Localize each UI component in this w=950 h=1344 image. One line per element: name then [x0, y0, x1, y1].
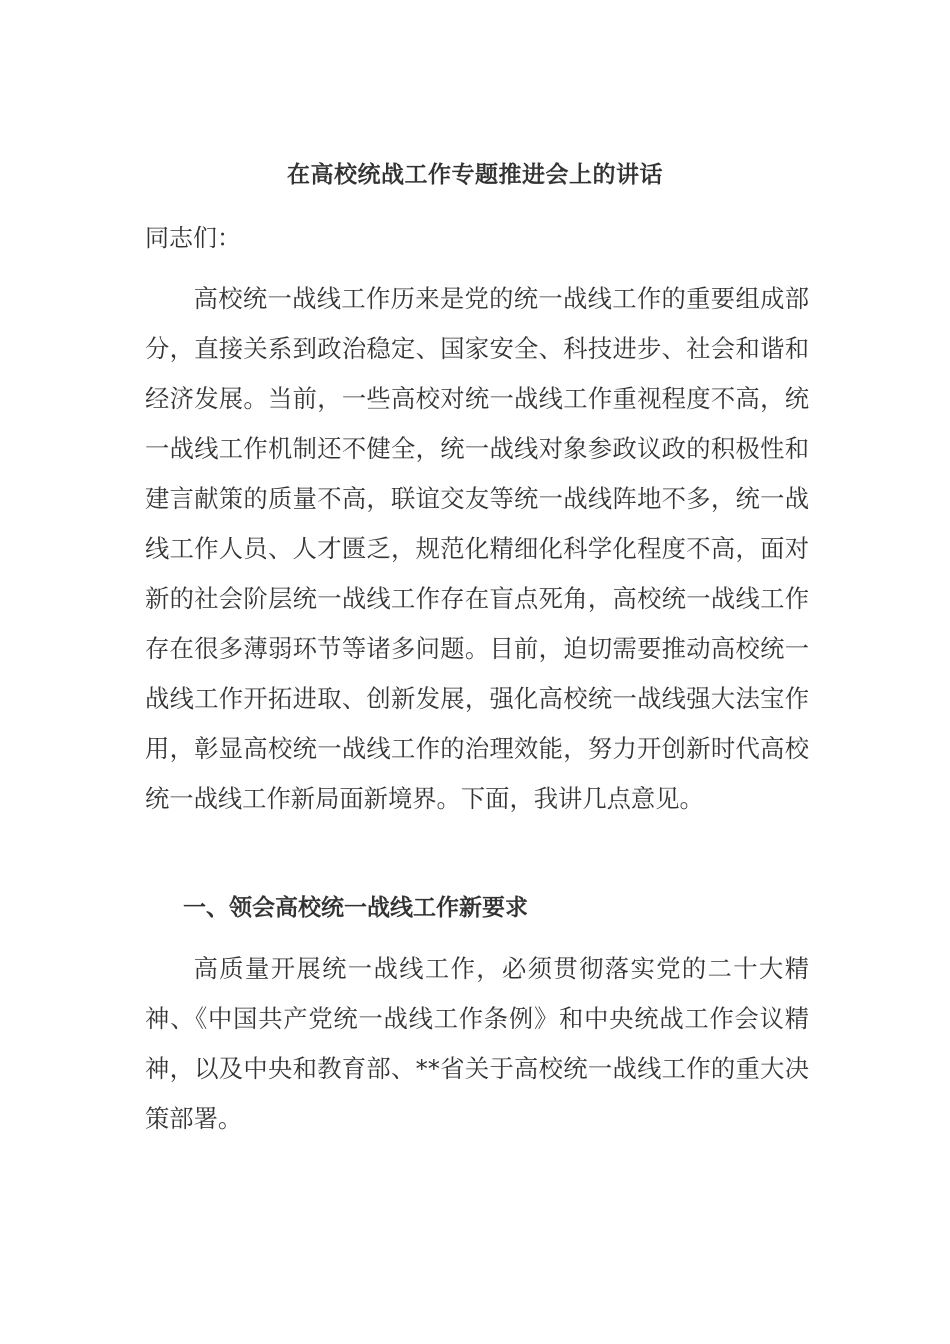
body-paragraph-intro: 高校统一战线工作历来是党的统一战线工作的重要组成部分，直接关系到政治稳定、国家安全、科技进步、社会和谐和经济发展。当前，一些高校对统一战线工作重视程度不高，统一战线工作机制还不健全，统一战线对象参政议政的积极性和建言献策的质量不高，联谊交友等统一战线阵地不多，统一战线工作人员、人才匮乏，规范化精细化科学化程度不高，面对新的社会阶层统一战线工作存在盲点死角，高校统一战线工作存在很多薄弱环节等诸多问题。目前，迫切需要推动高校统一战线工作开拓进取、创新发展，强化高校统一战线强大法宝作用，彰显高校统一战线工作的治理效能，努力开创新时代高校统一战线工作新局面新境界。下面，我讲几点意见。: [145, 284, 809, 813]
document-title: 在高校统战工作专题推进会上的讲话: [287, 162, 663, 188]
salutation: 同志们：: [145, 224, 241, 252]
body-paragraph-section-1: 高质量开展统一战线工作，必须贯彻落实党的二十大精神、《中国共产党统一战线工作条例》和中央统战工作会议精神，以及中央和教育部、**省关于高校统一战线工作的重大决策部署。: [145, 954, 809, 1133]
section-heading-1: 一、领会高校统一战线工作新要求: [183, 895, 528, 921]
